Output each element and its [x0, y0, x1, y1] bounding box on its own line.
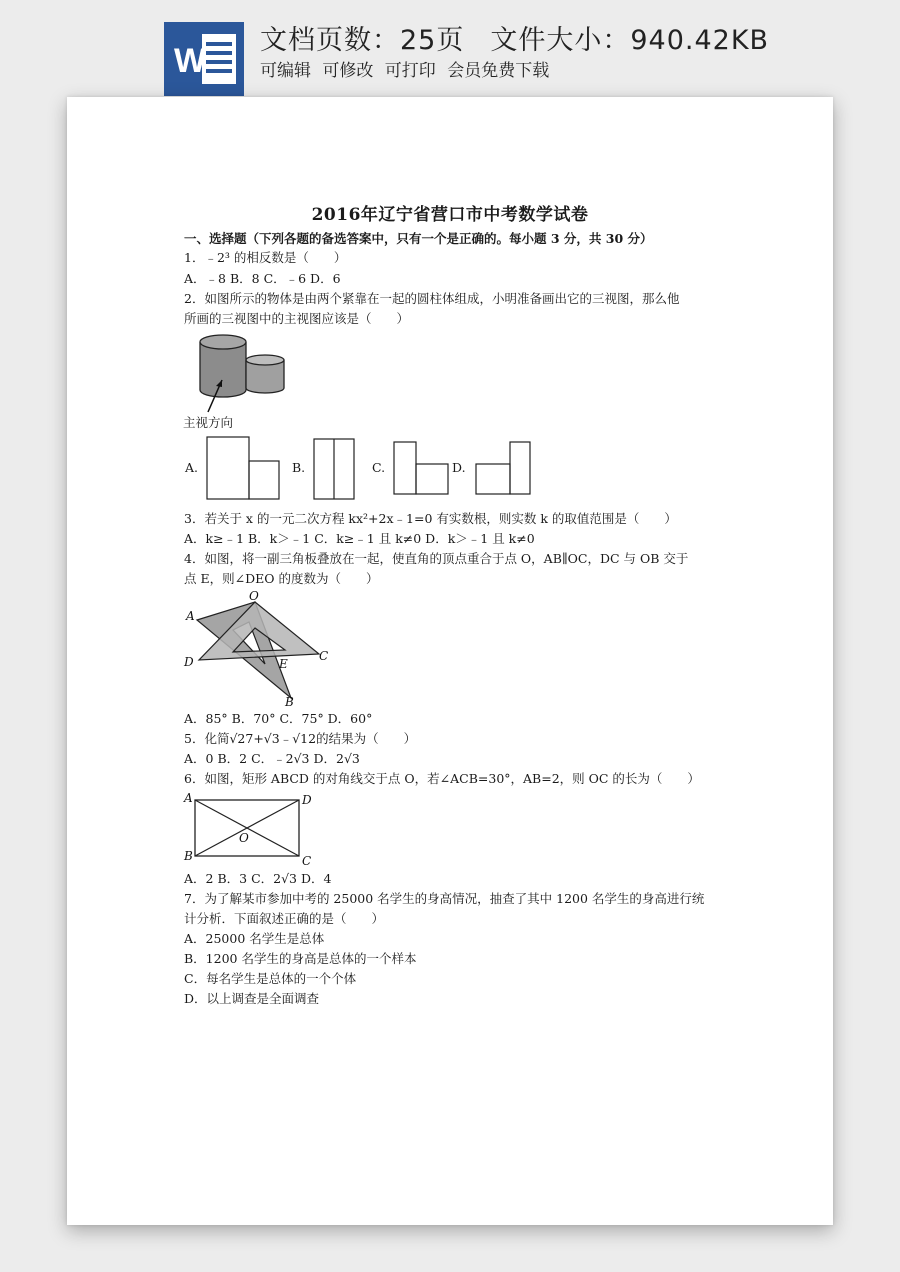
q6-stem: 6．如图，矩形 ABCD 的对角线交于点 O，若∠ACB=30°，AB=2，则 OC 的长为（ ）: [184, 771, 700, 786]
q7-stem-2: 计分析．下面叙述正确的是（ ）: [184, 911, 385, 926]
word-document-icon: [164, 22, 244, 96]
banner-title: [260, 18, 769, 57]
point-b-label: B: [184, 849, 193, 863]
page-count: 文档页数：25页: [260, 25, 465, 56]
q2-stem-2: 所画的三视图中的主视图应该是（ ）: [184, 311, 410, 326]
banner-features: 可编辑 可修改 可打印 会员免费下载: [260, 61, 550, 81]
q1-stem: 1．﹣2³ 的相反数是（ ）: [184, 250, 347, 265]
set-squares-figure: [181, 588, 331, 708]
q7-option-b: B．1200 名学生的身高是总体的一个样本: [184, 951, 417, 966]
q2-stem-1: 2．如图所示的物体是由两个紧靠在一起的圆柱体组成，小明准备画出它的三视图，那么他: [184, 291, 680, 306]
q6-options: A．2 B．3 C．2√3 D．4: [184, 871, 332, 886]
choice-a-drawing: [205, 435, 281, 501]
choice-d-label: D.: [452, 460, 466, 475]
point-d-label: D: [302, 793, 312, 807]
point-e-label: E: [279, 657, 288, 671]
doc-title: 2016年辽宁省营口市中考数学试卷: [311, 205, 589, 225]
q1-options: A．﹣8 B．8 C．﹣6 D．6: [184, 271, 341, 286]
point-b-label: B: [285, 695, 294, 708]
point-c-label: C: [319, 649, 329, 663]
point-a-label: A: [186, 609, 195, 623]
q4-options: A．85° B．70° C．75° D．60°: [184, 711, 373, 726]
choice-d-drawing: [474, 440, 534, 496]
q3-stem: 3．若关于 x 的一元二次方程 kx²+2x﹣1=0 有实数根，则实数 k 的取值范围是（ ）: [184, 511, 677, 526]
point-a-label: A: [184, 791, 193, 805]
file-size: 文件大小：940.42KB: [490, 25, 770, 56]
point-d-label: D: [184, 655, 194, 669]
q7-option-d: D．以上调查是全面调查: [184, 991, 320, 1006]
q7-option-c: C．每名学生是总体的一个个体: [184, 971, 357, 986]
q4-stem-2: 点 E，则∠DEO 的度数为（ ）: [184, 571, 379, 586]
choice-b-drawing: [312, 437, 358, 501]
q5-stem: 5．化简√27+√3﹣√12的结果为（ ）: [184, 731, 417, 746]
choice-a-label: A.: [185, 460, 199, 475]
document-page: [67, 97, 833, 1225]
point-c-label: C: [302, 854, 312, 868]
q3-options: A．k≥﹣1 B．k＞﹣1 C．k≥﹣1 且 k≠0 D．k＞﹣1 且 k≠0: [184, 531, 535, 546]
view-direction-caption: 主视方向: [183, 415, 234, 430]
q5-options: A．0 B．2 C．﹣2√3 D．2√3: [184, 751, 360, 766]
download-banner: [0, 0, 900, 100]
section-heading: 一、选择题（下列各题的备选答案中，只有一个是正确的。每小题 3 分，共 30 分）: [184, 231, 653, 246]
q7-stem-1: 7．为了解某市参加中考的 25000 名学生的身高情况，抽查了其中 1200 名学生的身高进行统: [184, 891, 705, 906]
point-o-label: O: [249, 589, 259, 603]
point-o-label: O: [239, 831, 249, 845]
q4-stem-1: 4．如图，将一副三角板叠放在一起，使直角的顶点重合于点 O，AB∥OC，DC 与 OB 交于: [184, 551, 689, 566]
choice-c-drawing: [392, 440, 452, 496]
svg-text:W: W: [174, 42, 207, 80]
choice-c-label: C.: [372, 460, 386, 475]
choice-b-label: B.: [292, 460, 306, 475]
q7-option-a: A．25000 名学生是总体: [184, 931, 325, 946]
rectangle-figure: [181, 790, 321, 868]
